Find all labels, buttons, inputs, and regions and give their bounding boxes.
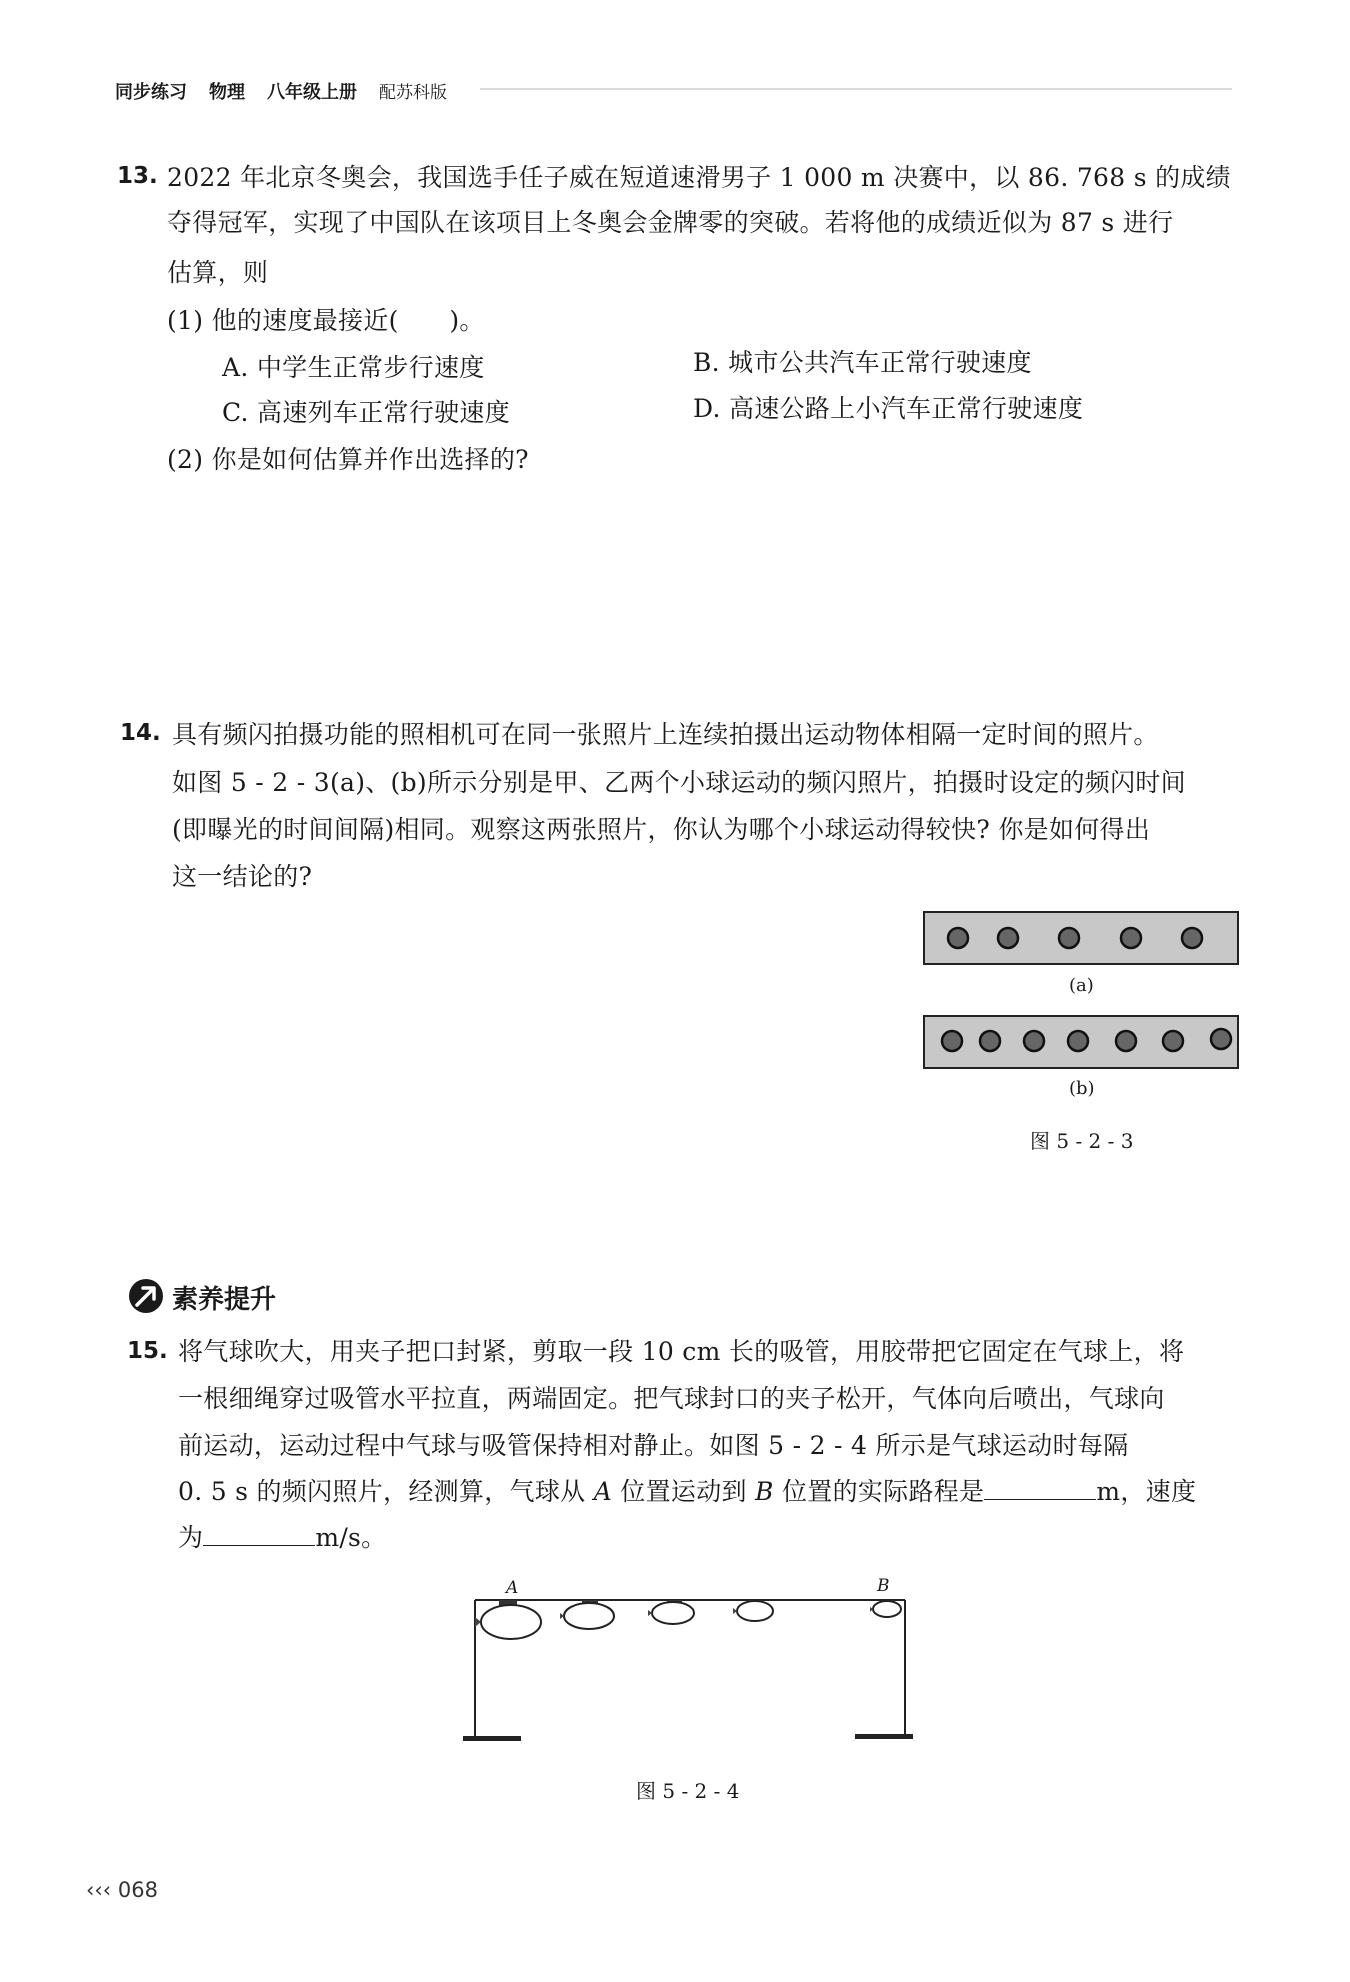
- ball-a-1: [948, 928, 968, 948]
- q13-option-d: D. 高速公路上小汽车正常行驶速度: [693, 394, 1084, 423]
- q13-part2: (2) 你是如何估算并作出选择的?: [167, 445, 529, 474]
- strobe-photo-b: [924, 1016, 1238, 1068]
- balloon-1: [475, 1600, 541, 1639]
- q15-position-a: A: [593, 1477, 613, 1506]
- q14-line-3: (即曝光的时间间隔)相同。观察这两张照片，你认为哪个小球运动得较快? 你是如何得出: [172, 815, 1151, 844]
- balloon-4: [733, 1600, 773, 1621]
- q15-line-4-text-c: 位置的实际路程是: [773, 1477, 985, 1506]
- q14-line-4: 这一结论的?: [172, 862, 313, 891]
- q15-line-3: 前运动，运动过程中气球与吸管保持相对静止。如图 5 - 2 - 4 所示是气球运动时每隔: [178, 1431, 1129, 1460]
- figure-label-position-b: B: [877, 1576, 890, 1596]
- q15-line-5: [178, 1518, 386, 1554]
- ball-a-2: [998, 928, 1018, 948]
- balloon-5: [870, 1600, 901, 1617]
- figure-5-2-4: [455, 1575, 930, 1750]
- q14-line-2: 如图 5 - 2 - 3(a)、(b)所示分别是甲、乙两个小球运动的频闪照片，拍摄时设定的频闪时间: [172, 768, 1186, 797]
- q15-line-1: 将气球吹大，用夹子把口封紧，剪取一段 10 cm 长的吸管，用胶带把它固定在气球上，将: [178, 1337, 1185, 1366]
- q14-line-1: 具有频闪拍摄功能的照相机可在同一张照片上连续拍摄出运动物体相隔一定时间的照片。: [172, 720, 1159, 749]
- footer-arrows: ‹‹‹: [86, 1878, 112, 1902]
- ball-a-4: [1121, 928, 1141, 948]
- answer-blank-distance[interactable]: [984, 1475, 1096, 1500]
- q13-number: 13.: [117, 163, 158, 189]
- q13-option-b: B. 城市公共汽车正常行驶速度: [693, 348, 1032, 377]
- figure-5-2-4-caption: 图 5 - 2 - 4: [636, 1779, 740, 1803]
- q13-part1: (1) 他的速度最接近( )。: [167, 306, 485, 335]
- ball-b-3: [1024, 1031, 1044, 1051]
- ball-a-5: [1182, 928, 1202, 948]
- q13-option-c: C. 高速列车正常行驶速度: [222, 398, 511, 427]
- q15-line-5-text: 为: [178, 1523, 204, 1552]
- answer-blank-speed[interactable]: [203, 1521, 315, 1546]
- q13-line-3: 估算，则: [167, 258, 269, 287]
- header-series: 同步练习: [115, 82, 187, 103]
- header-subject: 物理: [209, 82, 245, 103]
- q13-line-2: 夺得冠军，实现了中国队在该项目上冬奥会金牌零的突破。若将他的成绩近似为 87 s 进行: [167, 208, 1174, 237]
- ball-b-7: [1211, 1029, 1231, 1049]
- header-edition: 配苏科版: [379, 83, 447, 103]
- ball-b-2: [980, 1031, 1000, 1051]
- section-arrow-icon: [128, 1278, 164, 1314]
- ball-b-6: [1163, 1031, 1183, 1051]
- q15-line-2: 一根细绳穿过吸管水平拉直，两端固定。把气球封口的夹子松开，气体向后喷出，气球向: [178, 1384, 1165, 1413]
- header-grade: 八年级上册: [267, 82, 357, 103]
- q15-line-4: [178, 1472, 1196, 1508]
- q14-number: 14.: [120, 720, 161, 746]
- ball-b-1: [942, 1031, 962, 1051]
- q15-number: 15.: [127, 1338, 168, 1364]
- q13-line-1: 2022 年北京冬奥会，我国选手任子威在短道速滑男子 1 000 m 决赛中，以 86. 768 s 的成绩: [167, 163, 1231, 192]
- strobe-photo-a: [924, 912, 1238, 964]
- balloon-3: [648, 1600, 694, 1624]
- ball-a-3: [1059, 928, 1079, 948]
- figure-5-2-3-caption: 图 5 - 2 - 3: [1030, 1129, 1134, 1153]
- page-number: 068: [117, 1878, 158, 1902]
- q15-position-b: B: [755, 1477, 774, 1506]
- q15-line-4-unit: m，速度: [1096, 1477, 1197, 1506]
- ball-b-4: [1068, 1031, 1088, 1051]
- header-rule: [480, 88, 1232, 90]
- q15-line-4-text-a: 0. 5 s 的频闪照片，经测算，气球从: [178, 1477, 594, 1506]
- section-title: 素养提升: [172, 1285, 277, 1315]
- q15-line-5-unit: m/s。: [315, 1523, 387, 1552]
- q15-line-4-text-b: 位置运动到: [612, 1477, 756, 1506]
- q13-option-a: A. 中学生正常步行速度: [222, 353, 485, 382]
- ball-b-5: [1116, 1031, 1136, 1051]
- running-header: [115, 78, 469, 104]
- page-footer: [86, 1878, 158, 1902]
- figure-label-a: (a): [1069, 975, 1094, 996]
- balloon-2: [560, 1600, 614, 1629]
- figure-label-b: (b): [1069, 1078, 1095, 1099]
- figure-label-position-a: A: [506, 1578, 519, 1598]
